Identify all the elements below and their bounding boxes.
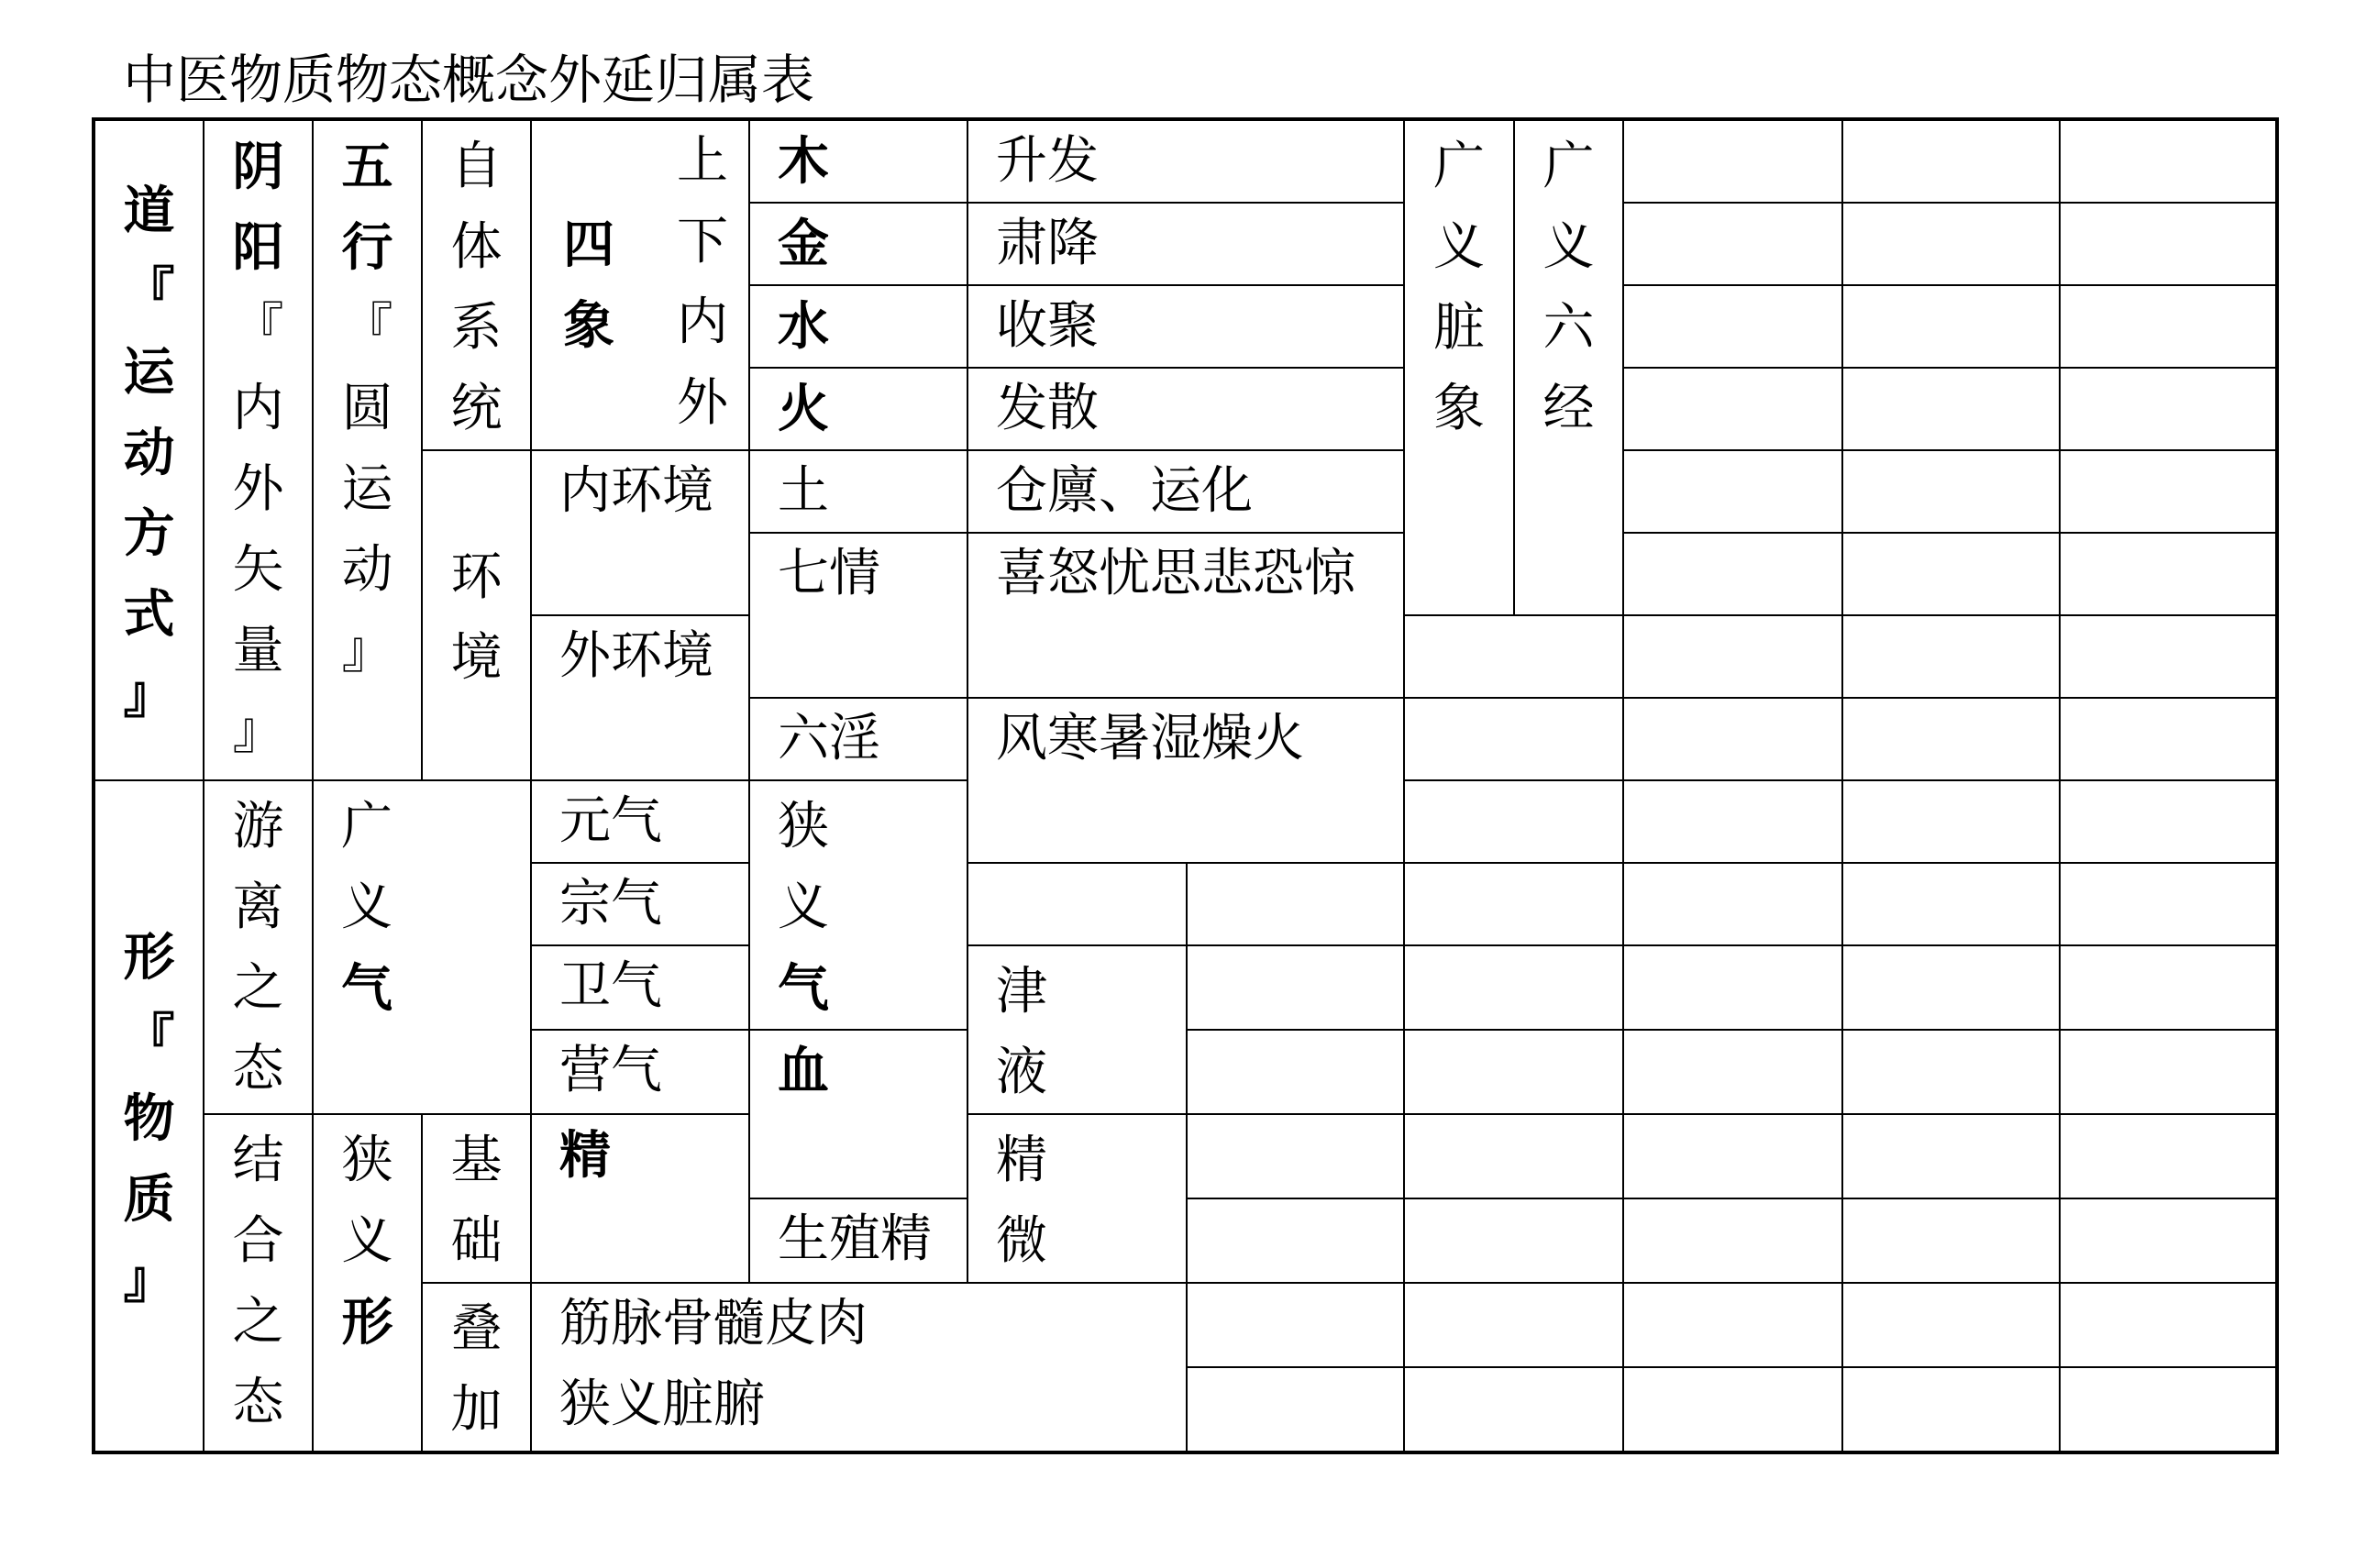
xue-cell: 血 bbox=[749, 1030, 967, 1198]
empty-cell bbox=[1404, 698, 1623, 780]
ziti-cell: 自 体 系 统 bbox=[422, 119, 531, 450]
empty-cell bbox=[2060, 615, 2277, 698]
guangyi-liujing-cell: 广 义 六 经 bbox=[1514, 119, 1623, 615]
xing-cell: 形 『 物 质 』 bbox=[94, 780, 204, 1452]
empty-cell bbox=[1623, 698, 1842, 780]
empty-cell bbox=[1404, 1283, 1623, 1367]
empty-cell bbox=[1623, 368, 1842, 450]
empty-cell bbox=[1187, 1030, 1404, 1114]
element-name: 木 bbox=[749, 119, 967, 203]
empty-cell bbox=[1623, 1367, 1842, 1452]
empty-cell bbox=[1842, 450, 2060, 533]
empty-cell bbox=[1842, 698, 2060, 780]
jinmai-text: 筋脉骨髓皮肉 bbox=[559, 1294, 868, 1353]
element-desc: 升发 bbox=[967, 119, 1404, 203]
empty-cell bbox=[1187, 1367, 1404, 1452]
empty-cell bbox=[1187, 945, 1404, 1030]
liuyin-label: 六淫 bbox=[749, 698, 967, 780]
empty-cell bbox=[2060, 203, 2277, 285]
empty-cell bbox=[2060, 1283, 2277, 1367]
empty-cell bbox=[1623, 863, 1842, 945]
empty-cell bbox=[1404, 780, 1623, 863]
empty-cell bbox=[1842, 285, 2060, 368]
xiayi-qi-cell: 狭 义 气 bbox=[749, 780, 967, 1030]
element-desc: 收聚 bbox=[967, 285, 1404, 368]
empty-cell bbox=[2060, 533, 2277, 615]
xiayi-xing-cell: 狭 义 形 bbox=[313, 1114, 422, 1452]
empty-cell bbox=[1623, 1198, 1842, 1283]
qiqing-label: 七情 bbox=[749, 533, 967, 698]
empty-cell bbox=[1842, 615, 2060, 698]
empty-cell bbox=[1842, 1030, 2060, 1114]
empty-cell bbox=[1187, 1114, 1404, 1198]
outer-environment: 外环境 bbox=[531, 615, 749, 780]
empty-cell bbox=[2060, 780, 2277, 863]
empty-cell bbox=[2060, 1030, 2277, 1114]
empty-cell bbox=[1187, 863, 1404, 945]
empty-cell bbox=[967, 863, 1187, 945]
empty-cell bbox=[1842, 780, 2060, 863]
empty-cell bbox=[2060, 368, 2277, 450]
empty-cell bbox=[1623, 615, 1842, 698]
qi-item: 元气 bbox=[531, 780, 749, 863]
empty-cell bbox=[2060, 698, 2277, 780]
empty-cell bbox=[1842, 1283, 2060, 1367]
youli-cell: 游 离 之 态 bbox=[204, 780, 313, 1114]
jing-cell: 精 bbox=[531, 1114, 749, 1283]
empty-cell bbox=[1623, 450, 1842, 533]
sixiang-label: 四 bbox=[563, 215, 614, 275]
jiehe-cell: 结 合 之 态 bbox=[204, 1114, 313, 1452]
inner-environment: 内环境 bbox=[531, 450, 749, 615]
empty-cell bbox=[1842, 1114, 2060, 1198]
empty-cell bbox=[1404, 615, 1623, 698]
guangyi-qi-cell: 广 义 气 bbox=[313, 780, 531, 1114]
qi-item: 宗气 bbox=[531, 863, 749, 945]
empty-cell bbox=[1842, 203, 2060, 285]
empty-cell bbox=[1842, 1198, 2060, 1283]
empty-cell bbox=[1623, 1283, 1842, 1367]
empty-cell bbox=[2060, 1198, 2277, 1283]
wuxing-cell: 五 行 『 圆 运 动 』 bbox=[313, 119, 422, 780]
empty-cell bbox=[1404, 1114, 1623, 1198]
empty-cell bbox=[1623, 1030, 1842, 1114]
qi-item: 营气 bbox=[531, 1030, 749, 1114]
empty-cell bbox=[1842, 368, 2060, 450]
direction-label: 上 bbox=[677, 131, 728, 191]
sixiang-cell: 四 象 上 下 内 外 bbox=[531, 119, 749, 450]
empty-cell bbox=[1842, 1367, 2060, 1452]
guangyi-zangxiang-cell: 广 义 脏 象 bbox=[1404, 119, 1514, 615]
empty-cell bbox=[1623, 285, 1842, 368]
empty-cell bbox=[1623, 119, 1842, 203]
element-name: 水 bbox=[749, 285, 967, 368]
empty-cell bbox=[2060, 450, 2277, 533]
empty-cell bbox=[1404, 1030, 1623, 1114]
qiqing-desc: 喜怒忧思悲恐惊 bbox=[967, 533, 1404, 698]
empty-cell bbox=[1187, 1283, 1404, 1367]
empty-cell bbox=[1187, 1198, 1404, 1283]
jinye-cell: 津 液 bbox=[967, 945, 1187, 1114]
shengzhijing-cell: 生殖精 bbox=[749, 1198, 967, 1283]
empty-cell bbox=[1404, 863, 1623, 945]
yinyang-cell: 阴 阳 『 内 外 矢 量 』 bbox=[204, 119, 313, 780]
empty-cell bbox=[1623, 945, 1842, 1030]
element-desc: 仓廪、运化 bbox=[967, 450, 1404, 533]
empty-cell bbox=[2060, 945, 2277, 1030]
dao-cell: 道 『 运 动 方 式 』 bbox=[94, 119, 204, 780]
jichu-cell: 基 础 bbox=[422, 1114, 531, 1283]
empty-cell bbox=[1842, 863, 2060, 945]
element-name: 金 bbox=[749, 203, 967, 285]
empty-cell bbox=[1404, 945, 1623, 1030]
empty-cell bbox=[2060, 119, 2277, 203]
liuyin-desc: 风寒暑湿燥火 bbox=[967, 698, 1404, 863]
empty-cell bbox=[2060, 863, 2277, 945]
element-name: 土 bbox=[749, 450, 967, 533]
empty-cell bbox=[1842, 119, 2060, 203]
element-desc: 发散 bbox=[967, 368, 1404, 450]
huanjing-cell: 环 境 bbox=[422, 450, 531, 780]
direction-label: 外 bbox=[677, 373, 728, 433]
empty-cell bbox=[1623, 203, 1842, 285]
empty-cell bbox=[2060, 1367, 2277, 1452]
empty-cell bbox=[1842, 945, 2060, 1030]
empty-cell bbox=[1842, 533, 2060, 615]
direction-label: 下 bbox=[677, 212, 728, 271]
diejia-cell: 叠 加 bbox=[422, 1283, 531, 1452]
element-desc: 肃降 bbox=[967, 203, 1404, 285]
empty-cell bbox=[2060, 1114, 2277, 1198]
tissue-cell bbox=[531, 1283, 1187, 1452]
empty-cell bbox=[1623, 533, 1842, 615]
empty-cell bbox=[1404, 1198, 1623, 1283]
element-name: 火 bbox=[749, 368, 967, 450]
jingwei-cell: 精 微 bbox=[967, 1114, 1187, 1283]
qi-item: 卫气 bbox=[531, 945, 749, 1030]
empty-cell bbox=[1404, 1367, 1623, 1452]
concept-table bbox=[92, 117, 2279, 1454]
direction-label: 内 bbox=[677, 293, 728, 352]
xiayi-zangfu-text: 狭义脏腑 bbox=[559, 1375, 765, 1434]
empty-cell bbox=[1623, 780, 1842, 863]
page-title: 中医物质物态概念外延归属表 bbox=[123, 49, 815, 111]
empty-cell bbox=[2060, 285, 2277, 368]
empty-cell bbox=[1623, 1114, 1842, 1198]
